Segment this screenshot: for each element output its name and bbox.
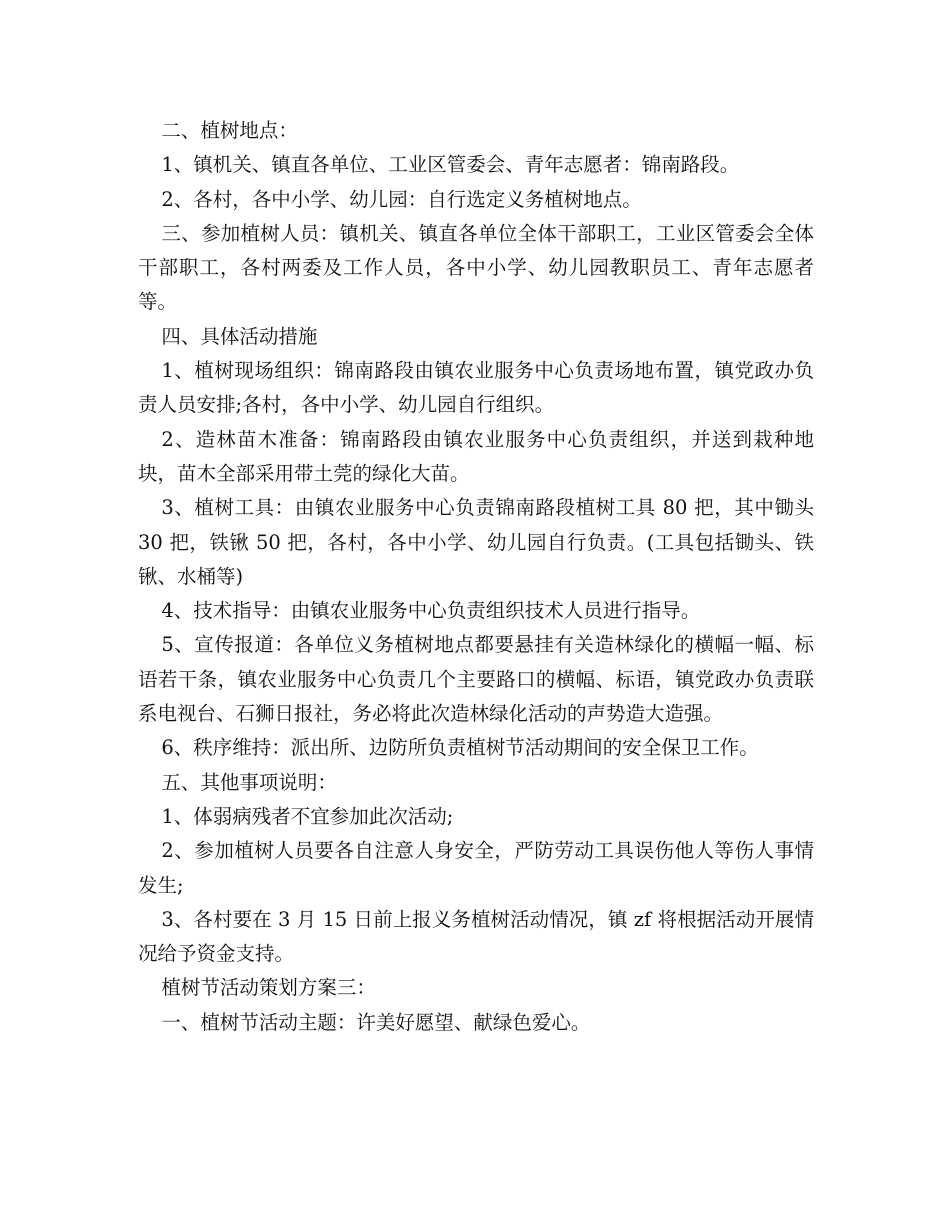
paragraph-activity-theme: 一、植树节活动主题：许美好愿望、献绿色爱心。 bbox=[161, 1010, 591, 1034]
paragraph-location-item-2: 2、各村，各中小学、幼儿园：自行选定义务植树地点。 bbox=[161, 187, 642, 211]
paragraph-participants: 三、参加植树人员：镇机关、镇直各单位全体干部职工，工业区管委会全体干部职工，各村两委及工作人员，各中小学、幼儿园教职员工、青年志愿者等。 bbox=[138, 221, 814, 314]
paragraph-plan-three-title: 植树节活动策划方案三： bbox=[161, 976, 376, 1000]
paragraph-measure-6: 6、秩序维持：派出所、边防所负责植树节活动期间的安全保卫工作。 bbox=[161, 736, 759, 760]
paragraph-other-matter-3: 3、各村要在 3 月 15 日前上报义务植树活动情况，镇 zf 将根据活动开展情况给予资金支持。 bbox=[138, 907, 814, 966]
paragraph-location-item-1: 1、镇机关、镇直各单位、工业区管委会、青年志愿者：锦南路段。 bbox=[161, 153, 740, 177]
paragraph-other-matter-2: 2、参加植树人员要各自注意人身安全，严防劳动工具误伤他人等伤人事情发生; bbox=[138, 839, 814, 897]
paragraph-measures-heading: 四、具体活动措施 bbox=[161, 324, 318, 348]
paragraph-measure-1: 1、植树现场组织：锦南路段由镇农业服务中心负责场地布置，镇党政办负责人员安排;各村，各中小学、幼儿园自行组织。 bbox=[138, 359, 814, 417]
paragraph-planting-location-heading: 二、植树地点： bbox=[161, 119, 298, 142]
paragraph-other-matter-1: 1、体弱病残者不宜参加此次活动; bbox=[161, 804, 454, 828]
paragraph-measure-2: 2、造林苗木准备：锦南路段由镇农业服务中心负责组织，并送到栽种地块，苗木全部采用带土莞的绿化大苗。 bbox=[138, 427, 814, 485]
paragraph-measure-4: 4、技术指导：由镇农业服务中心负责组织技术人员进行指导。 bbox=[161, 599, 701, 623]
document-page bbox=[138, 114, 814, 1040]
paragraph-measure-3: 3、植树工具：由镇农业服务中心负责锦南路段植树工具 80 把，其中锄头 30 把，铁锹 50 把，各村，各中小学、幼儿园自行负责。(工具包括锄头、铁锹、水桶等) bbox=[138, 496, 814, 588]
paragraph-other-matters-heading: 五、其他事项说明： bbox=[161, 770, 337, 794]
paragraph-measure-5: 5、宣传报道：各单位义务植树地点都要悬挂有关造林绿化的横幅一幅、标语若干条，镇农业服务中心负责几个主要路口的横幅、标语，镇党政办负责联系电视台、石狮日报社，务必将此次造林绿化活动的声势造大造强。 bbox=[138, 633, 814, 726]
